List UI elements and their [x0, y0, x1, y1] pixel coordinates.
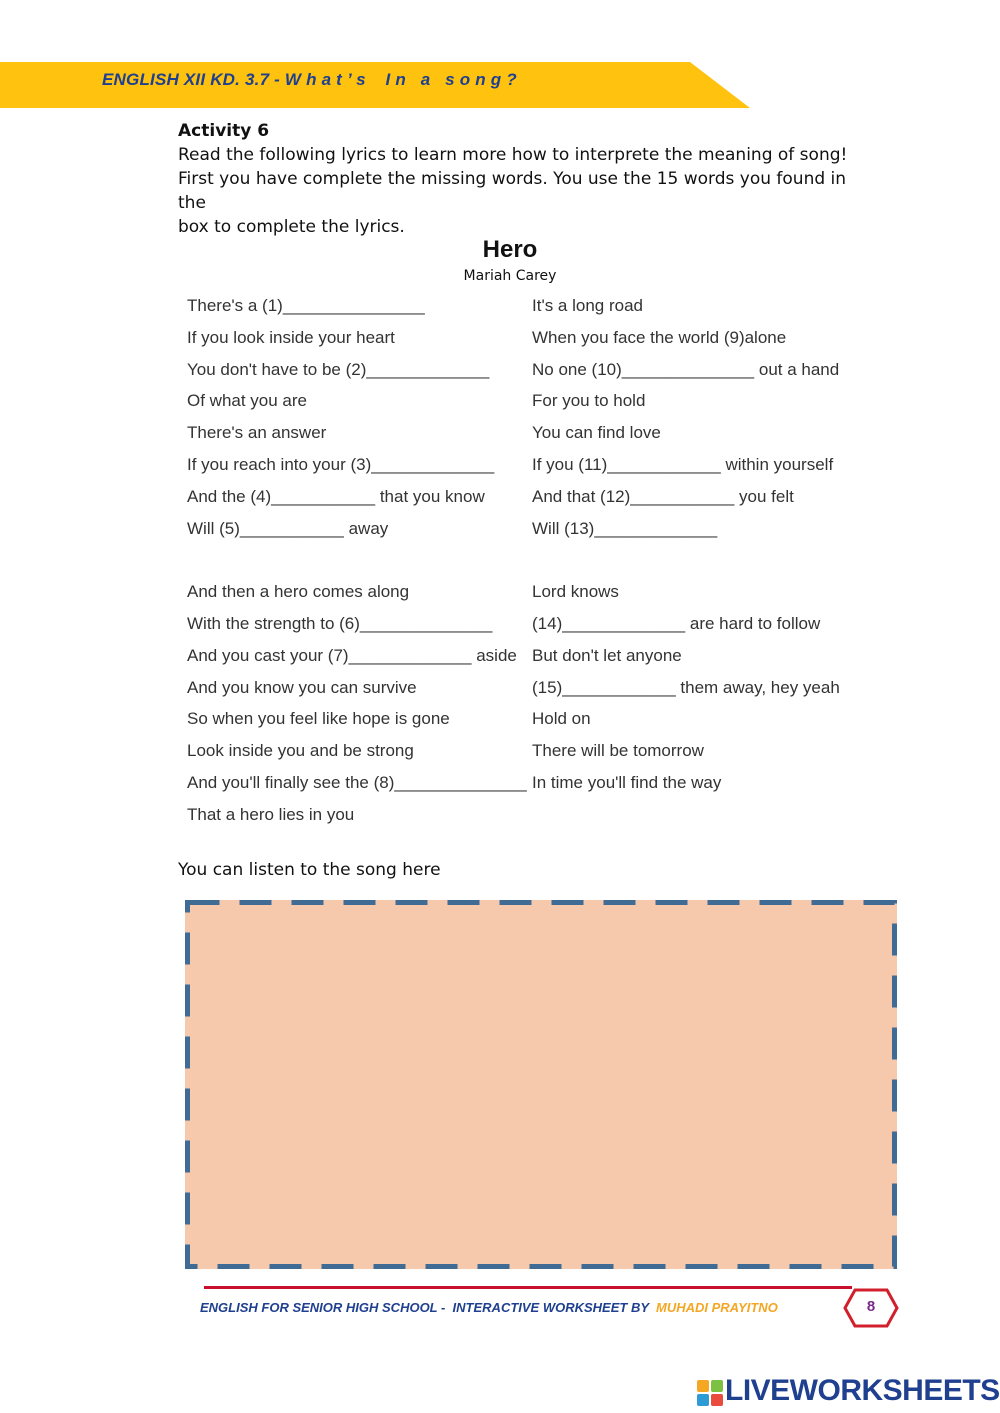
lyric-line: And that (12)___________ you felt [532, 486, 794, 506]
liveworksheets-logo-text: LIVEWORKSHEETS [725, 1374, 1000, 1407]
lyric-line: And you cast your (7)_____________ aside [187, 645, 517, 665]
lyric-line: When you face the world (9)alone [532, 327, 787, 347]
lyric-line: You can find love [532, 423, 661, 443]
lyrics-right-column [532, 292, 840, 801]
lyric-line: And the (4)___________ that you know [187, 486, 485, 506]
stanza-gap [187, 546, 527, 578]
activity-intro [178, 119, 878, 239]
lyric-line: And you'll finally see the (8)______________ [187, 772, 527, 792]
footer-author: MUHADI PRAYITNO [656, 1300, 778, 1315]
lyric-line: With the strength to (6)______________ [187, 613, 493, 633]
instruction-line: box to complete the lyrics. [178, 217, 405, 237]
instruction-line: First you have complete the missing words. You use the 15 words you found in the [178, 169, 847, 213]
stanza-gap [532, 546, 840, 578]
lyric-line: That a hero lies in you [187, 804, 355, 824]
song-artist: Mariah Carey [463, 268, 557, 284]
lyric-line: If you reach into your (3)_____________ [187, 454, 495, 474]
lyric-line: No one (10)______________ out a hand [532, 359, 840, 379]
lyric-line: (14)_____________ are hard to follow [532, 613, 821, 633]
lyric-line: Will (13)_____________ [532, 518, 718, 538]
lyric-line: For you to hold [532, 391, 646, 411]
lyric-line: Look inside you and be strong [187, 741, 414, 761]
page-number: 8 [866, 1298, 876, 1315]
footer-credit-label: ENGLISH FOR SENIOR HIGH SCHOOL - INTERACTIVE WORKSHEET BY [200, 1300, 656, 1315]
lyric-line: There's a (1)_______________ [187, 296, 425, 315]
lyrics-left-column [187, 292, 527, 833]
lyric-line: If you (11)____________ within yourself [532, 454, 834, 474]
lyric-line: Lord knows [532, 582, 619, 602]
lyric-line: Of what you are [187, 391, 308, 411]
activity-heading: Activity 6 [178, 121, 270, 141]
lyric-line: But don't let anyone [532, 645, 682, 665]
lyric-line: It's a long road [532, 296, 643, 315]
lyric-line: If you look inside your heart [187, 327, 395, 347]
lyric-line: So when you feel like hope is gone [187, 709, 450, 729]
lyric-line: There will be tomorrow [532, 741, 704, 761]
footer-divider [204, 1286, 852, 1289]
lyric-line: (15)____________ them away, hey yeah [532, 677, 840, 697]
song-title: Hero [482, 236, 538, 263]
liveworksheets-logo-icon [697, 1380, 723, 1406]
listen-prompt: You can listen to the song here [178, 860, 441, 880]
header-title: ENGLISH XII KD. 3.7 - W h a t ’ s I n a s o n g ? [102, 70, 517, 89]
song-player-area[interactable] [185, 900, 897, 1269]
lyric-line: And you know you can survive [187, 677, 417, 697]
lyric-line: And then a hero comes along [187, 582, 410, 602]
lyric-line: Hold on [532, 709, 591, 729]
lyric-line: In time you'll find the way [532, 772, 722, 792]
instruction-line: Read the following lyrics to learn more how to interprete the meaning of song! [178, 145, 848, 165]
page-number-badge [843, 1288, 899, 1328]
footer-credit [200, 1300, 778, 1315]
lyric-line: Will (5)___________ away [187, 518, 389, 538]
lyric-line: There's an answer [187, 423, 327, 443]
lyric-line: You don't have to be (2)_____________ [187, 359, 490, 379]
